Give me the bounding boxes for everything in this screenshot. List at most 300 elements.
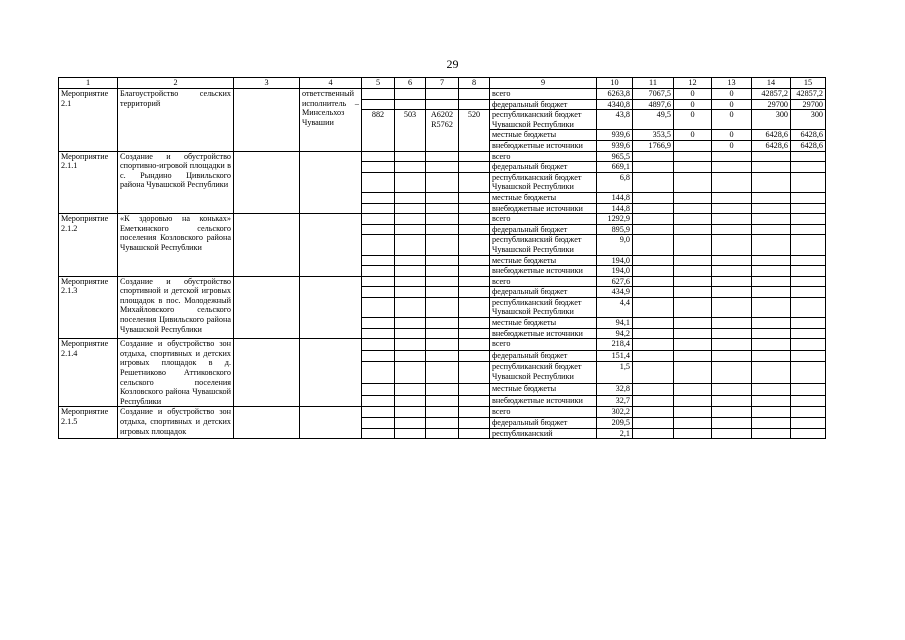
code-cell-c7 [426,276,459,287]
value-col12 [674,362,712,384]
value-col14 [752,362,791,384]
value-col15 [791,224,826,235]
value-col13: 0 [712,130,752,141]
measure-id: Мероприятие 2.1.5 [59,407,118,439]
value-col13 [712,172,752,192]
table-row [59,151,826,162]
value-col10: 6,8 [597,172,633,192]
value-col10: 965,5 [597,151,633,162]
code-cell-c6 [395,235,426,255]
code-cell-c7 [426,287,459,298]
value-col15 [791,407,826,418]
header-cell: 9 [490,78,597,89]
value-col14: 42857,2 [752,89,791,100]
value-col14 [752,266,791,277]
value-col14 [752,214,791,225]
measure-executor: ответственный исполнитель – Минсельхоз Чувашии [300,89,362,152]
value-col13 [712,276,752,287]
funding-source: внебюджетные источники [490,203,597,214]
funding-source: всего [490,151,597,162]
value-col12 [674,140,712,151]
header-cell: 1 [59,78,118,89]
table-row [59,89,826,100]
code-cell-c6 [395,350,426,362]
value-col11 [633,418,674,429]
value-col15 [791,276,826,287]
funding-source: федеральный бюджет [490,350,597,362]
code-cell-c8 [459,384,490,396]
value-col13 [712,407,752,418]
value-col15 [791,151,826,162]
measure-col3 [234,407,300,439]
table-body [59,78,826,439]
code-cell-c7 [426,203,459,214]
value-col12 [674,407,712,418]
value-col15: 300 [791,110,826,130]
value-col13 [712,384,752,396]
code-cell-c6 [395,407,426,418]
value-col12 [674,203,712,214]
value-col12 [674,192,712,203]
code-cell-c8 [459,214,490,225]
code-cell-c5 [362,318,395,329]
code-cell-empty [459,89,490,100]
value-col10: 302,2 [597,407,633,418]
value-col15 [791,203,826,214]
value-col11: 1766,9 [633,140,674,151]
value-col14 [752,276,791,287]
value-col12 [674,328,712,339]
code-cell-c5 [362,297,395,317]
code-cell-c7 [426,328,459,339]
value-col12 [674,151,712,162]
value-col14 [752,203,791,214]
value-col13: 0 [712,110,752,130]
value-col11 [633,395,674,407]
value-col11 [633,362,674,384]
code-cell-c5 [362,192,395,203]
measure-name: Создание и обустройство спортивно-игровой площадки в с. Рындино Цивильского района Чувашской Республики [118,151,234,214]
value-col11 [633,203,674,214]
value-col14 [752,339,791,351]
budget-table [58,77,826,439]
value-col15 [791,266,826,277]
value-col15 [791,350,826,362]
code-cell-c7 [426,362,459,384]
code-cell-c8 [459,162,490,173]
value-col15 [791,428,826,439]
value-col10: 194,0 [597,266,633,277]
value-col13 [712,318,752,329]
table-row [59,339,826,351]
value-col15: 29700 [791,99,826,110]
value-col12 [674,418,712,429]
value-col15 [791,297,826,317]
code-cell-c5: 882 [362,110,395,151]
value-col10: 9,0 [597,235,633,255]
funding-source: республиканский [490,428,597,439]
value-col15 [791,235,826,255]
funding-source: всего [490,276,597,287]
value-col13 [712,224,752,235]
value-col13 [712,151,752,162]
value-col11 [633,192,674,203]
code-cell-empty [426,99,459,110]
value-col13 [712,418,752,429]
value-col11 [633,384,674,396]
code-cell-c8 [459,350,490,362]
value-col13 [712,362,752,384]
value-col12 [674,287,712,298]
code-cell-c6 [395,328,426,339]
measure-col3 [234,89,300,152]
measure-name: «К здоровью на коньках» Еметкинского сельского поселения Козловского района Чувашской Республики [118,214,234,277]
funding-source: местные бюджеты [490,192,597,203]
value-col11 [633,339,674,351]
funding-source: республиканский бюджет Чувашской Республики [490,235,597,255]
code-cell-c7 [426,151,459,162]
code-cell-c6 [395,428,426,439]
header-cell: 6 [395,78,426,89]
code-cell-c7 [426,384,459,396]
code-cell-c6 [395,362,426,384]
code-cell-c5 [362,235,395,255]
code-cell-c8 [459,428,490,439]
value-col11: 7067,5 [633,89,674,100]
measure-name: Создание и обустройство зон отдыха, спортивных и детских игровых площадок [118,407,234,439]
value-col15 [791,418,826,429]
value-col10: 43,8 [597,110,633,130]
code-cell-c8 [459,172,490,192]
code-cell-c6 [395,276,426,287]
header-cell: 10 [597,78,633,89]
code-cell-empty [362,99,395,110]
header-cell: 12 [674,78,712,89]
value-col15 [791,287,826,298]
table-row [59,214,826,225]
value-col14 [752,172,791,192]
code-cell-c5 [362,407,395,418]
value-col15: 42857,2 [791,89,826,100]
code-cell-c8: 520 [459,110,490,151]
value-col13: 0 [712,99,752,110]
value-col12 [674,235,712,255]
funding-source: федеральный бюджет [490,162,597,173]
value-col11 [633,297,674,317]
funding-source: всего [490,214,597,225]
value-col10: 151,4 [597,350,633,362]
value-col14 [752,192,791,203]
value-col10: 94,2 [597,328,633,339]
code-cell-c6 [395,384,426,396]
code-cell-c8 [459,407,490,418]
funding-source: местные бюджеты [490,130,597,141]
value-col10: 32,7 [597,395,633,407]
code-cell-c7 [426,428,459,439]
code-cell-c7 [426,162,459,173]
value-col15 [791,162,826,173]
value-col12 [674,350,712,362]
value-col14 [752,151,791,162]
measure-col3 [234,276,300,339]
code-cell-c6 [395,266,426,277]
measure-executor [300,151,362,214]
value-col13 [712,395,752,407]
value-col15: 6428,6 [791,130,826,141]
code-cell-c5 [362,172,395,192]
code-cell-c5 [362,287,395,298]
value-col10: 32,8 [597,384,633,396]
value-col11 [633,276,674,287]
value-col12: 0 [674,89,712,100]
code-cell-c5 [362,266,395,277]
value-col12 [674,266,712,277]
code-cell-c8 [459,318,490,329]
code-cell-c5 [362,328,395,339]
measure-executor [300,407,362,439]
value-col14 [752,235,791,255]
code-cell-c7 [426,395,459,407]
measure-col3 [234,214,300,277]
code-cell-c6 [395,255,426,266]
code-cell-c5 [362,151,395,162]
value-col13 [712,203,752,214]
value-col10: 1,5 [597,362,633,384]
value-col14 [752,418,791,429]
value-col12 [674,172,712,192]
code-cell-c6 [395,172,426,192]
value-col14: 29700 [752,99,791,110]
code-cell-c7 [426,172,459,192]
value-col13: 0 [712,140,752,151]
value-col12 [674,384,712,396]
header-cell: 2 [118,78,234,89]
funding-source: местные бюджеты [490,384,597,396]
code-cell-c5 [362,418,395,429]
code-cell-empty [362,89,395,100]
value-col15 [791,255,826,266]
code-cell-c8 [459,362,490,384]
measure-id: Мероприятие 2.1.1 [59,151,118,214]
code-cell-c8 [459,395,490,407]
value-col10: 144,8 [597,192,633,203]
code-cell-c5 [362,350,395,362]
value-col13 [712,350,752,362]
value-col10: 6263,8 [597,89,633,100]
code-cell-c5 [362,339,395,351]
value-col10: 669,1 [597,162,633,173]
value-col12 [674,395,712,407]
value-col11 [633,172,674,192]
value-col11 [633,162,674,173]
value-col11: 353,5 [633,130,674,141]
measure-id: Мероприятие 2.1.4 [59,339,118,407]
code-cell-c7 [426,297,459,317]
table-row [59,276,826,287]
value-col14: 300 [752,110,791,130]
code-cell-c8 [459,287,490,298]
value-col10: 895,9 [597,224,633,235]
funding-source: местные бюджеты [490,318,597,329]
funding-source: республиканский бюджет Чувашской Республики [490,110,597,130]
value-col12 [674,339,712,351]
code-cell-c7 [426,192,459,203]
value-col14 [752,328,791,339]
value-col12 [674,255,712,266]
value-col11: 4897,6 [633,99,674,110]
code-cell-c6 [395,418,426,429]
funding-source: федеральный бюджет [490,418,597,429]
measure-col3 [234,151,300,214]
measure-executor [300,214,362,277]
code-cell-c7 [426,418,459,429]
measure-name: Благоустройство сельских территорий [118,89,234,152]
code-cell-c5 [362,428,395,439]
code-cell-c6 [395,224,426,235]
value-col14 [752,297,791,317]
measure-id: Мероприятие 2.1.3 [59,276,118,339]
code-cell-c5 [362,276,395,287]
value-col11 [633,287,674,298]
code-cell-c6 [395,203,426,214]
value-col10: 94,1 [597,318,633,329]
code-cell-c7 [426,350,459,362]
value-col13 [712,287,752,298]
value-col10: 434,9 [597,287,633,298]
header-cell: 14 [752,78,791,89]
value-col13: 0 [712,89,752,100]
code-cell-empty [459,99,490,110]
code-cell-c6 [395,318,426,329]
code-cell-c6 [395,162,426,173]
funding-source: республиканский бюджет Чувашской Республики [490,362,597,384]
value-col11: 49,5 [633,110,674,130]
value-col12 [674,214,712,225]
code-cell-c6: 503 [395,110,426,151]
value-col10: 627,6 [597,276,633,287]
code-cell-c7 [426,339,459,351]
code-cell-c7 [426,266,459,277]
value-col13 [712,266,752,277]
value-col14 [752,350,791,362]
table-row [59,407,826,418]
value-col14 [752,428,791,439]
header-cell: 13 [712,78,752,89]
code-cell-c8 [459,297,490,317]
code-cell-c6 [395,151,426,162]
funding-source: федеральный бюджет [490,287,597,298]
code-cell-c5 [362,224,395,235]
value-col13 [712,162,752,173]
header-cell: 11 [633,78,674,89]
value-col10: 218,4 [597,339,633,351]
code-cell-c7 [426,235,459,255]
header-cell: 4 [300,78,362,89]
value-col10: 4340,8 [597,99,633,110]
value-col12: 0 [674,110,712,130]
code-cell-c5 [362,162,395,173]
value-col14 [752,407,791,418]
value-col10: 939,6 [597,130,633,141]
value-col12: 0 [674,130,712,141]
value-col12 [674,318,712,329]
header-cell: 15 [791,78,826,89]
value-col14: 6428,6 [752,130,791,141]
header-cell: 7 [426,78,459,89]
value-col12 [674,276,712,287]
value-col13 [712,214,752,225]
header-cell: 3 [234,78,300,89]
code-cell-c6 [395,395,426,407]
code-cell-c8 [459,235,490,255]
code-cell-c8 [459,328,490,339]
funding-source: местные бюджеты [490,255,597,266]
funding-source: республиканский бюджет Чувашской Республики [490,172,597,192]
code-cell-c7 [426,255,459,266]
measure-id: Мероприятие 2.1.2 [59,214,118,277]
value-col12: 0 [674,99,712,110]
code-cell-c8 [459,339,490,351]
value-col13 [712,339,752,351]
funding-source: всего [490,339,597,351]
value-col15 [791,339,826,351]
value-col11 [633,350,674,362]
code-cell-c5 [362,384,395,396]
value-col10: 2,1 [597,428,633,439]
code-cell-c6 [395,214,426,225]
code-cell-c6 [395,192,426,203]
value-col15 [791,395,826,407]
header-row [59,78,826,89]
value-col10: 4,4 [597,297,633,317]
value-col12 [674,297,712,317]
code-cell-c8 [459,203,490,214]
measure-col3 [234,339,300,407]
funding-source: внебюджетные источники [490,395,597,407]
value-col15 [791,362,826,384]
code-cell-c7 [426,318,459,329]
code-cell-empty [395,99,426,110]
code-cell-empty [395,89,426,100]
value-col14 [752,287,791,298]
funding-source: всего [490,407,597,418]
value-col11 [633,266,674,277]
funding-source: внебюджетные источники [490,328,597,339]
code-cell-c5 [362,395,395,407]
measure-id: Мероприятие 2.1 [59,89,118,152]
value-col12 [674,428,712,439]
code-cell-c5 [362,255,395,266]
code-cell-c7 [426,214,459,225]
value-col15 [791,172,826,192]
value-col14: 6428,6 [752,140,791,151]
value-col14 [752,162,791,173]
value-col15: 6428,6 [791,140,826,151]
value-col11 [633,214,674,225]
value-col13 [712,297,752,317]
code-cell-c8 [459,224,490,235]
code-cell-c8 [459,151,490,162]
funding-source: федеральный бюджет [490,224,597,235]
value-col13 [712,255,752,266]
code-cell-c8 [459,418,490,429]
funding-source: всего [490,89,597,100]
value-col10: 144,8 [597,203,633,214]
value-col15 [791,384,826,396]
funding-source: внебюджетные источники [490,266,597,277]
value-col15 [791,328,826,339]
value-col11 [633,255,674,266]
